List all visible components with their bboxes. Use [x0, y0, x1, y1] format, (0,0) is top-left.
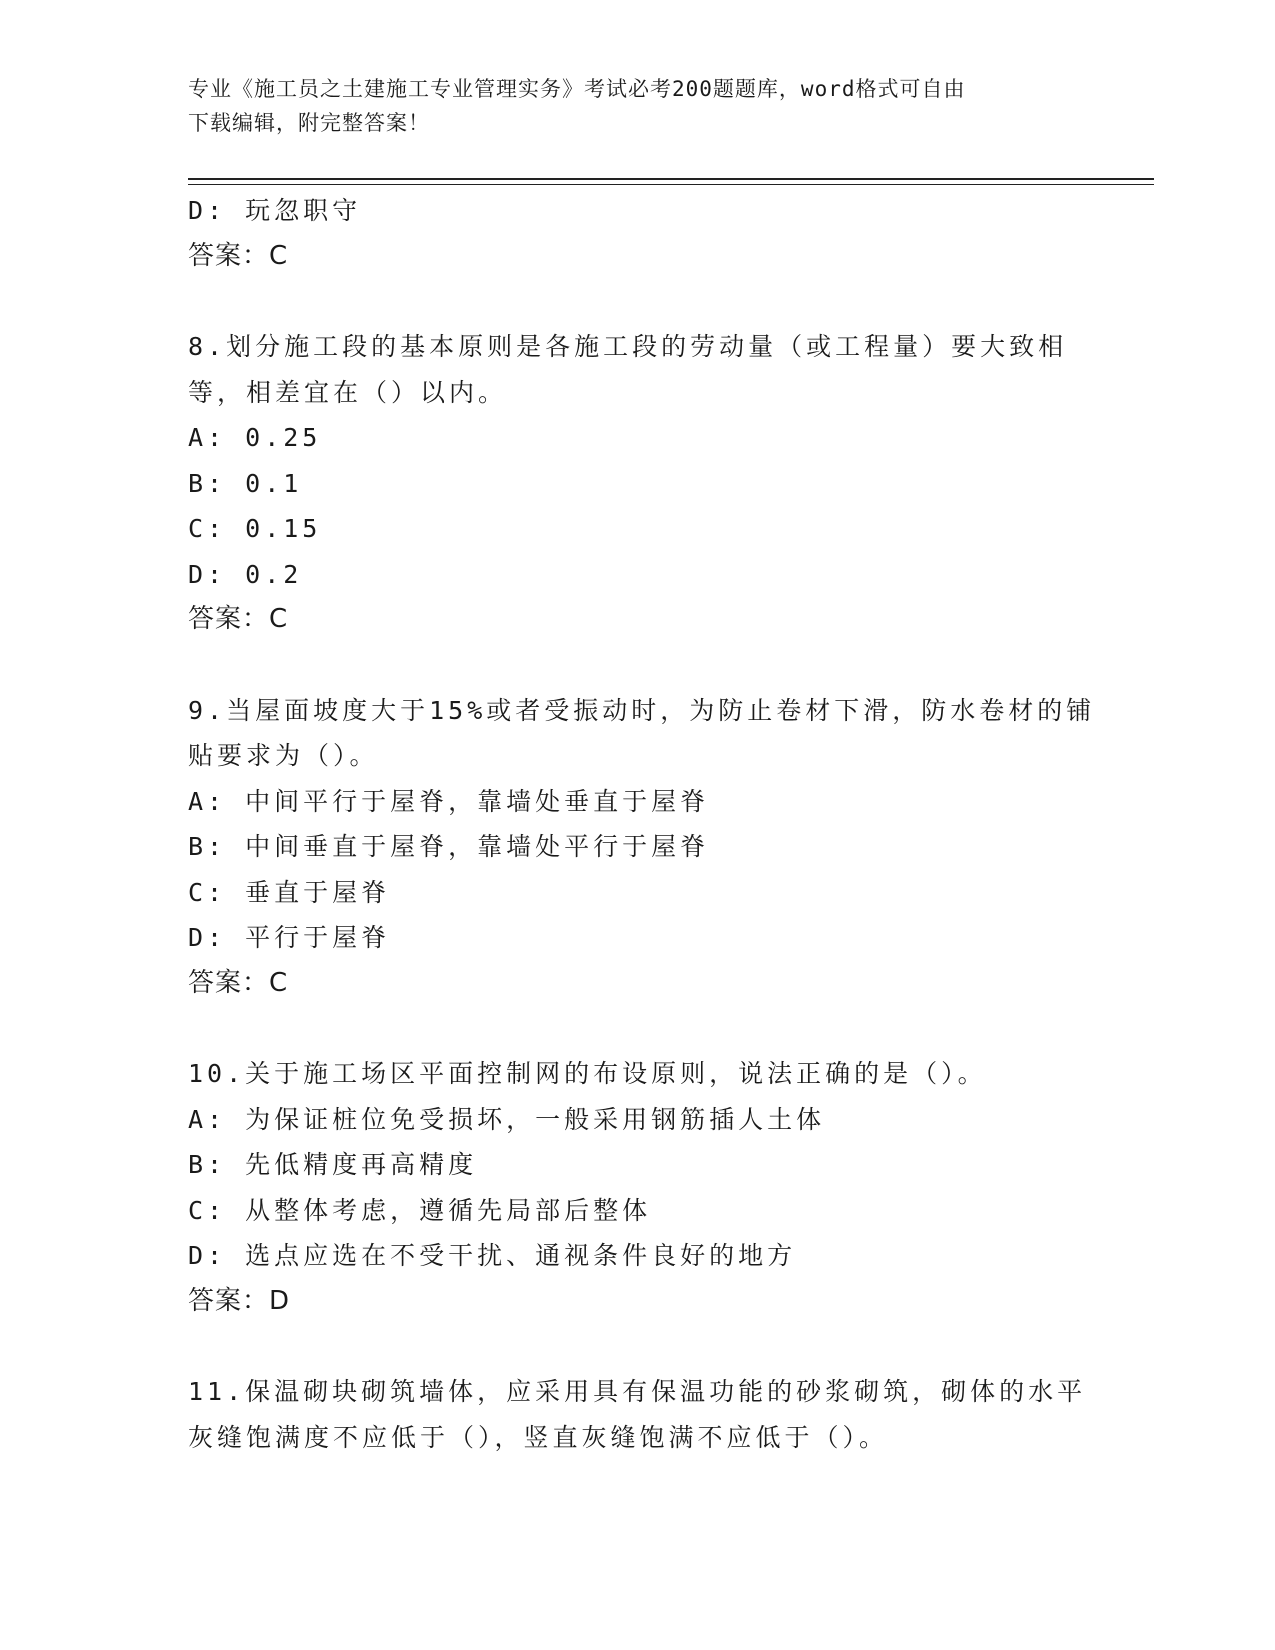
spacer — [188, 279, 1088, 324]
option-a: A: 中间平行于屋脊，靠墙处垂直于屋脊 — [188, 786, 710, 816]
spacer — [188, 1324, 1088, 1369]
option-a: A: 0.25 — [188, 423, 322, 452]
question-stem: 等，相差宜在（）以内。 — [188, 377, 508, 407]
question-stem: 10.关于施工场区平面控制网的布设原则，说法正确的是（）。 — [188, 1059, 987, 1088]
answer: 答案：D — [188, 1285, 291, 1316]
answer: 答案：C — [188, 604, 289, 634]
answer: 答案：C — [188, 240, 289, 271]
option-b: B: 0.1 — [188, 468, 303, 498]
option-c: C: 从整体考虑，遵循先局部后整体 — [188, 1195, 652, 1225]
option-d: D: 0.2 — [188, 559, 303, 589]
spacer — [188, 1006, 1088, 1051]
option-d: D: 玩忽职守 — [188, 196, 362, 225]
header-divider-thick — [188, 178, 1154, 180]
option-c: C: 垂直于屋脊 — [188, 877, 391, 907]
option-b: B: 中间垂直于屋脊，靠墙处平行于屋脊 — [188, 832, 710, 861]
option-c: C: 0.15 — [188, 514, 322, 543]
question-8 — [188, 324, 1088, 643]
header-line-2: 下载编辑，附完整答案！ — [188, 111, 430, 135]
header-divider-thin — [188, 184, 1154, 185]
question-stem: 灰缝饱满度不应低于（），竖直灰缝饱满不应低于（）。 — [188, 1422, 889, 1452]
question-7 — [188, 188, 1088, 279]
option-a: A: 为保证桩位免受损坏，一般采用钢筋插人土体 — [188, 1104, 826, 1134]
question-11 — [188, 1369, 1088, 1460]
question-list — [188, 188, 1096, 1460]
option-d: D: 平行于屋脊 — [188, 923, 391, 952]
option-b: B: 先低精度再高精度 — [188, 1150, 478, 1179]
spacer — [188, 643, 1088, 688]
header-line-1: 专业《施工员之土建施工专业管理实务》考试必考200题题库，word格式可自由 — [188, 77, 966, 101]
document-header — [188, 72, 1068, 140]
question-stem: 9.当屋面坡度大于15%或者受振动时，为防止卷材下滑，防水卷材的铺 — [188, 695, 1096, 725]
question-stem: 8.划分施工段的基本原则是各施工段的劳动量（或工程量）要大致相 — [188, 332, 1068, 361]
answer: 答案：C — [188, 967, 289, 998]
question-stem: 贴要求为（）。 — [188, 741, 379, 770]
question-stem: 11.保温砌块砌筑墙体，应采用具有保温功能的砂浆砌筑，砌体的水平 — [188, 1377, 1087, 1406]
option-d: D: 选点应选在不受干扰、通视条件良好的地方 — [188, 1241, 797, 1270]
question-10 — [188, 1051, 1088, 1324]
question-9 — [188, 688, 1096, 1007]
